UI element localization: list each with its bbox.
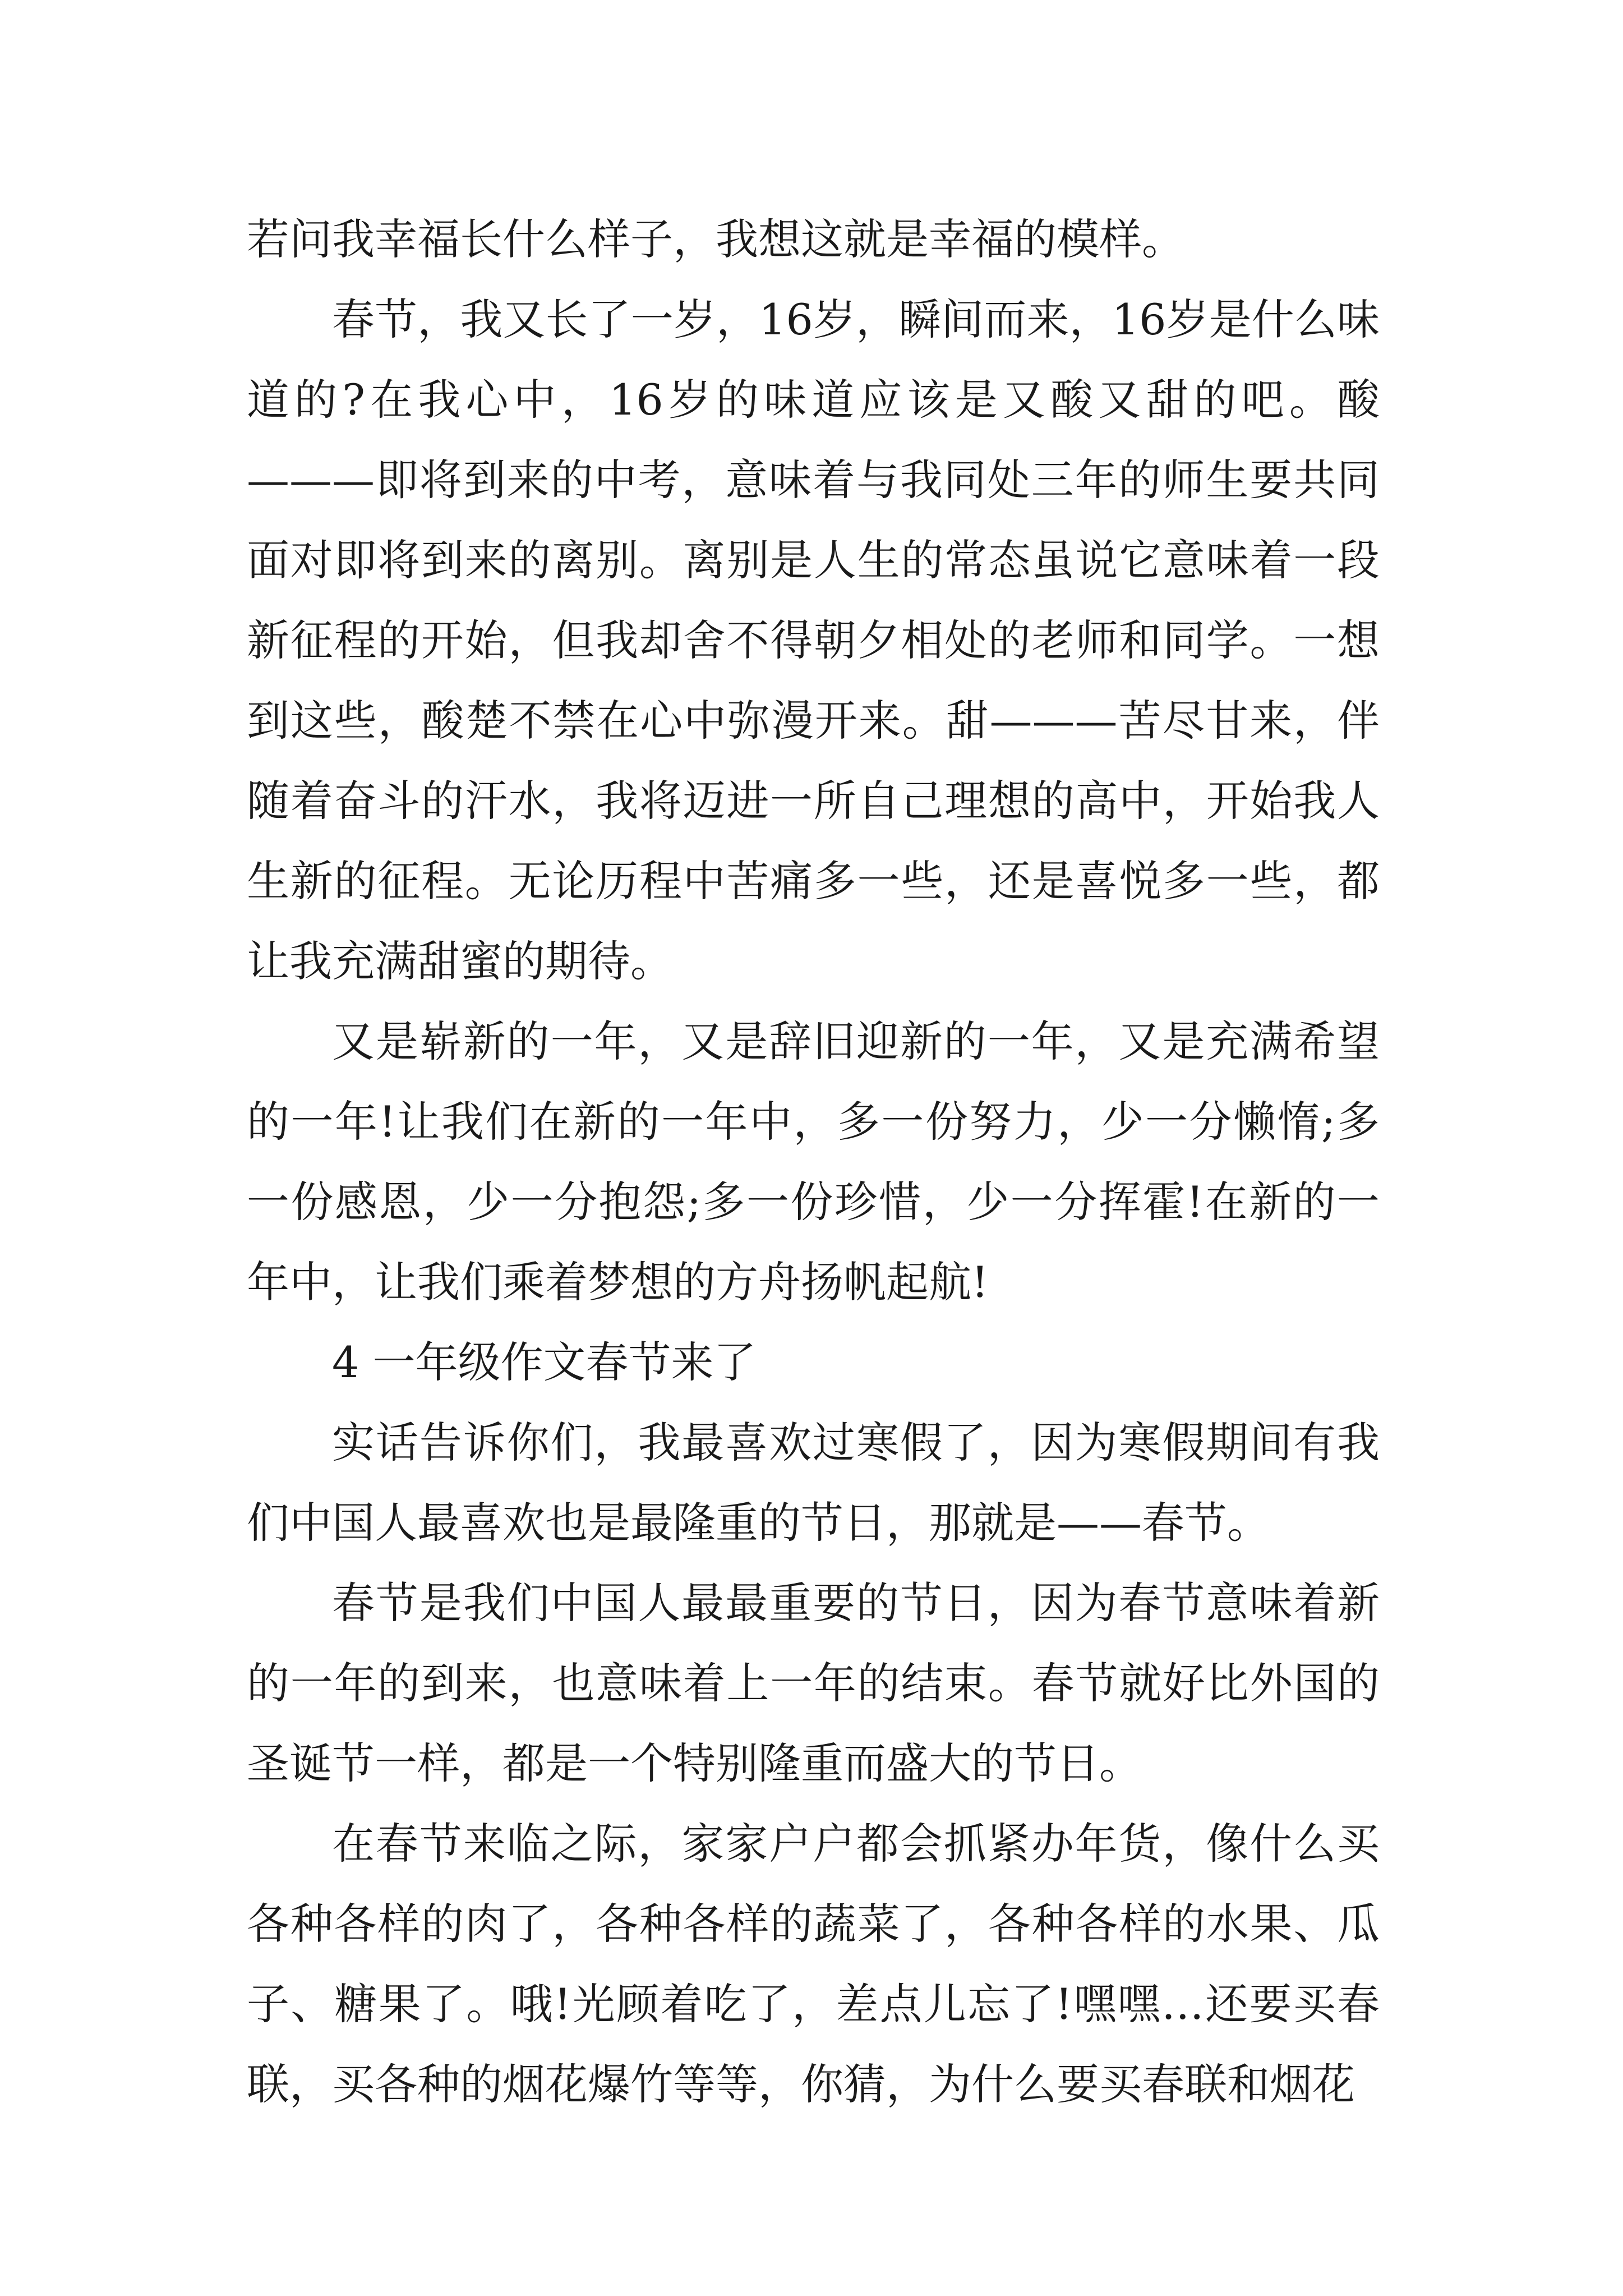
paragraph-age-sixteen: 春节，我又长了一岁，16岁，瞬间而来，16岁是什么味道的?在我心中，16岁的味道应该是又酸又甜的吧。酸———即将到来的中考，意味着与我同处三年的师生要共同面对即将到来的离别。离别是人生的常态虽说它意味着一段新征程的开始，但我却舍不得朝夕相处的老师和同学。一想到这些，酸楚不禁在心中弥漫开来。甜———苦尽甘来，伴随着奋斗的汗水，我将迈进一所自己理想的高中，开始我人生新的征程。无论历程中苦痛多一些，还是喜悦多一些，都让我充满甜蜜的期待。 <box>247 295 1380 986</box>
paragraph-winter-vacation: 实话告诉你们，我最喜欢过寒假了，因为寒假期间有我们中国人最喜欢也是最隆重的节日，那就是——春节。 <box>247 1418 1380 1548</box>
paragraph-happiness-closing: 若问我幸福长什么样子，我想这就是幸福的模样。 <box>247 214 1184 264</box>
paragraph-spring-festival-importance: 春节是我们中国人最最重要的节日，因为春节意味着新的一年的到来，也意味着上一年的结束。春节就好比外国的圣诞节一样，都是一个特别隆重而盛大的节日。 <box>247 1578 1380 1788</box>
paragraph-new-year-shopping: 在春节来临之际，家家户户都会抓紧办年货，像什么买各种各样的肉了，各种各样的蔬菜了，各种各样的水果、瓜子、糖果了。哦!光顾着吃了，差点儿忘了!嘿嘿…还要买春联，买各种的烟花爆竹等等，你猜，为什么要买春联和烟花 <box>247 1819 1380 2109</box>
document-body <box>247 199 1380 2124</box>
paragraph-new-year-wishes: 又是崭新的一年，又是辞旧迎新的一年，又是充满希望的一年!让我们在新的一年中，多一份努力，少一分懒惰;多一份感恩，少一分抱怨;多一份珍惜，少一分挥霍!在新的一年中，让我们乘着梦想的方舟扬帆起航! <box>247 1016 1380 1307</box>
essay-heading: 4 一年级作文春节来了 <box>332 1337 757 1387</box>
